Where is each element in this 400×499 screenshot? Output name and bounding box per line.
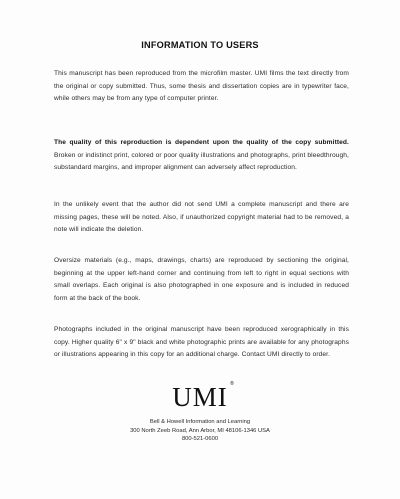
page-title: INFORMATION TO USERS [141,40,259,50]
umi-logo-text: UMI [172,382,228,412]
registered-mark-icon: ® [230,381,235,387]
paragraph-microfilm-notice: This manuscript has been reproduced from the microfilm master. UMI films the text directly from the original or copy submitted. Thus, some thesis and dissertation copies are in typewriter face, while others may be from any type of computer printer. [54,70,349,103]
publisher-address [0,418,400,444]
umi-logo [0,381,400,412]
quality-notice-body: Broken or indistinct print, colored or poor quality illustrations and photographs, print bleedthrough, substandard margins, and improper alignment can adversely affect reproduction. [54,151,349,172]
umi-logo-wordmark [172,381,235,412]
paragraph-missing-pages-notice: In the unlikely event that the author did not send UMI a complete manuscript and there are missing pages, these will be noted. Also, if unauthorized copyright material had to be removed, a note will indicate the deletion. [54,201,349,234]
publisher-street-address: 300 North Zeeb Road, Ann Arbor, MI 48106-1346 USA [130,427,270,434]
publisher-phone: 800-521-0600 [181,436,219,443]
paragraph-photographs-notice: Photographs included in the original manuscript have been reproduced xerographically in this copy. Higher quality 6" x 9" black and white photographic prints are available for any photographs or illustrations appearing in this copy for an additional charge. Contact UMI directly to order. [54,326,349,359]
quality-notice-lead: The quality of this reproduction is dependent upon the quality of the copy submitted. [54,139,349,146]
paragraph-quality-notice [54,137,349,175]
publisher-name: Bell & Howell Information and Learning [149,419,251,425]
paragraph-oversize-materials-notice: Oversize materials (e.g., maps, drawings, charts) are reproduced by sectioning the original, beginning at the upper left-hand corner and continuing from left to right in equal sections with small overlaps. Each original is also photographed in one exposure and is included in reduced form at the back of the book. [54,257,349,302]
